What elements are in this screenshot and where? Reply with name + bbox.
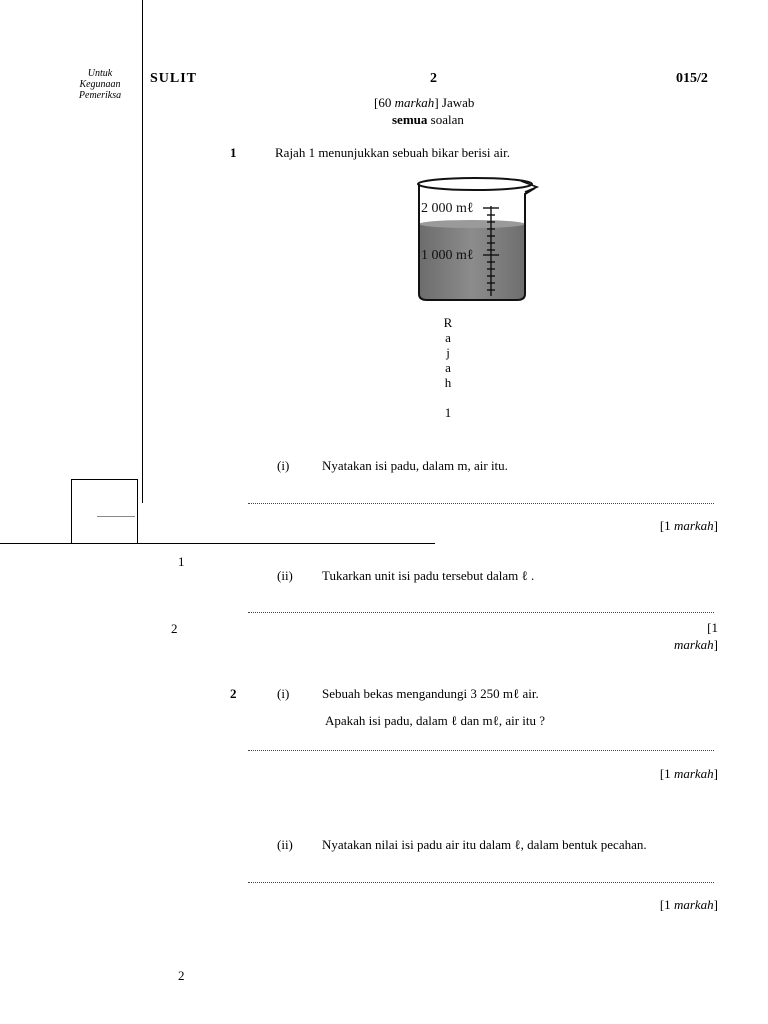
header-paper-code: 015/2 [676, 71, 708, 86]
caption-letter [442, 390, 454, 405]
answer-line-1ii[interactable] [248, 612, 714, 613]
marks-word: markah [673, 766, 714, 781]
margin-mark-2-bottom: 2 [178, 968, 185, 983]
examiner-mark-box [71, 479, 138, 544]
examiner-use-note [60, 68, 140, 101]
question-1-part-ii-marks-line-2 [600, 637, 718, 653]
caption-letter: j [446, 345, 450, 360]
answer-line-2i[interactable] [248, 750, 714, 751]
question-2-part-ii-marks [600, 897, 718, 913]
caption-letter: a [445, 330, 451, 345]
marks-word: markah [673, 637, 714, 652]
marks-open: [1 [659, 518, 674, 533]
instructions-marks-close: ] Jawab [434, 95, 475, 110]
caption-letter: 1 [444, 405, 452, 420]
caption-letter: h [444, 375, 452, 390]
marks-close: ] [713, 518, 718, 533]
header-page-number: 2 [430, 71, 437, 86]
answer-line-1i[interactable] [248, 503, 714, 504]
question-1-part-ii-text: Tukarkan unit isi padu tersebut dalam ℓ . [322, 568, 535, 583]
question-2-part-i-label: (i) [277, 686, 290, 701]
question-2-part-i-marks [600, 766, 718, 782]
marks-word: markah [673, 897, 714, 912]
margin-vertical-rule [142, 0, 143, 503]
figure-caption [442, 315, 454, 420]
question-1-stem: Rajah 1 menunjukkan sebuah bikar berisi air. [275, 145, 511, 160]
caption-letter: a [445, 360, 451, 375]
question-2-part-ii-label: (ii) [277, 837, 293, 852]
question-1-part-ii-marks-line-1: [1 [707, 620, 718, 635]
water-surface [419, 220, 525, 228]
marks-close: ] [713, 637, 718, 652]
question-1-part-i-text: Nyatakan isi padu, dalam m, air itu. [322, 458, 508, 473]
margin-horizontal-rule [0, 543, 435, 544]
instructions-questions: soalan [427, 112, 464, 127]
margin-mark-2: 2 [171, 621, 178, 636]
instructions-marks-word: markah [394, 95, 435, 110]
instructions-line-2 [392, 112, 464, 128]
marks-close: ] [713, 766, 718, 781]
marks-open: [1 [659, 766, 674, 781]
instructions-marks-open: [60 [374, 95, 395, 110]
question-1-part-i-marks [600, 518, 718, 534]
scale-label-1000: 1 000 mℓ [421, 248, 474, 263]
scale-label-2000: 2 000 mℓ [421, 201, 474, 216]
question-1-part-ii-label: (ii) [277, 568, 293, 583]
answer-line-2ii[interactable] [248, 882, 714, 883]
question-2-part-i-line-1: Sebuah bekas mengandungi 3 250 mℓ air. [322, 686, 539, 701]
instructions-line-1 [374, 95, 474, 111]
question-1-part-i-label: (i) [277, 458, 290, 473]
examiner-mark-box-divider [97, 516, 135, 517]
question-2-part-ii-text: Nyatakan nilai isi padu air itu dalam ℓ, dalam bentuk pecahan. [322, 837, 647, 852]
beaker-rim [418, 178, 532, 190]
beaker-figure [413, 172, 548, 307]
examiner-note-line: Untuk [87, 68, 113, 79]
marks-close: ] [713, 897, 718, 912]
question-2-number: 2 [230, 686, 237, 701]
question-2-part-i-line-2: Apakah isi padu, dalam ℓ dan mℓ, air itu ? [325, 713, 546, 728]
caption-letter: R [443, 315, 453, 330]
examiner-note-line: Pemeriksa [78, 90, 122, 101]
question-1-number: 1 [230, 145, 237, 160]
examiner-note-line: Kegunaan [79, 79, 121, 90]
marks-word: markah [673, 518, 714, 533]
instructions-all: semua [392, 112, 428, 127]
header-sulit: SULIT [150, 71, 198, 86]
margin-mark-1: 1 [178, 554, 185, 569]
marks-open: [1 [659, 897, 674, 912]
